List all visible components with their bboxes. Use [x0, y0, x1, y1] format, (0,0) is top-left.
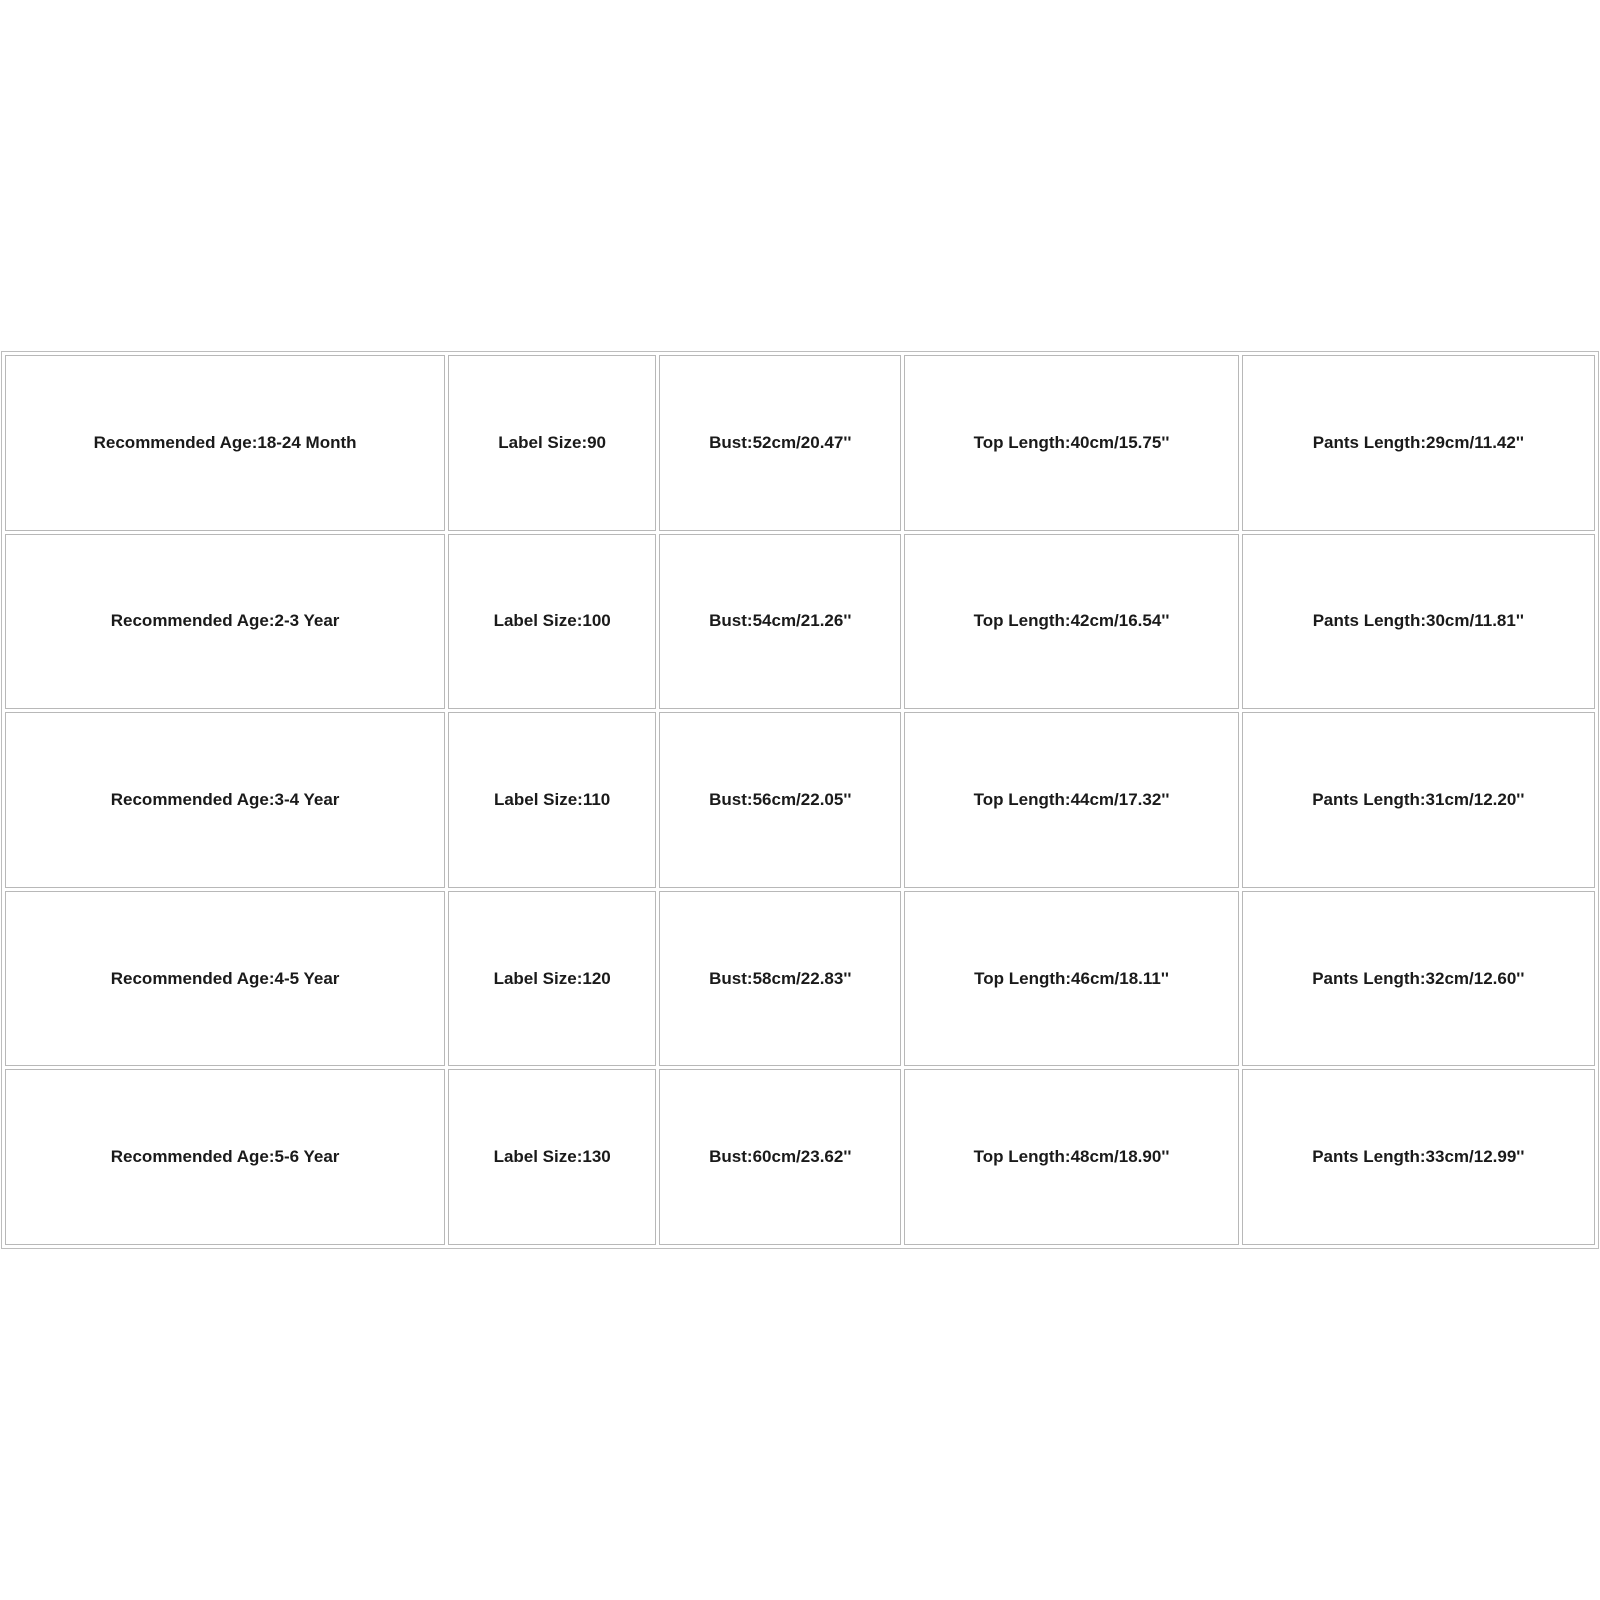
size-chart-table — [1, 351, 1599, 1249]
pants-length-cell: Pants Length:32cm/12.60'' — [1242, 891, 1595, 1067]
bust-cell: Bust:56cm/22.05'' — [659, 712, 901, 888]
bust-cell: Bust:52cm/20.47'' — [659, 355, 901, 531]
table-row — [5, 712, 1595, 888]
pants-length-cell: Pants Length:30cm/11.81'' — [1242, 534, 1595, 710]
top-length-cell: Top Length:42cm/16.54'' — [904, 534, 1238, 710]
label-size-cell: Label Size:130 — [448, 1069, 656, 1245]
recommended-age-cell: Recommended Age:4-5 Year — [5, 891, 445, 1067]
recommended-age-cell: Recommended Age:18-24 Month — [5, 355, 445, 531]
recommended-age-cell: Recommended Age:2-3 Year — [5, 534, 445, 710]
label-size-cell: Label Size:110 — [448, 712, 656, 888]
label-size-cell: Label Size:90 — [448, 355, 656, 531]
bust-cell: Bust:60cm/23.62'' — [659, 1069, 901, 1245]
table-row — [5, 1069, 1595, 1245]
bust-cell: Bust:54cm/21.26'' — [659, 534, 901, 710]
recommended-age-cell: Recommended Age:5-6 Year — [5, 1069, 445, 1245]
pants-length-cell: Pants Length:29cm/11.42'' — [1242, 355, 1595, 531]
table-row — [5, 355, 1595, 531]
table-row — [5, 891, 1595, 1067]
label-size-cell: Label Size:100 — [448, 534, 656, 710]
top-length-cell: Top Length:46cm/18.11'' — [904, 891, 1238, 1067]
top-length-cell: Top Length:44cm/17.32'' — [904, 712, 1238, 888]
recommended-age-cell: Recommended Age:3-4 Year — [5, 712, 445, 888]
label-size-cell: Label Size:120 — [448, 891, 656, 1067]
table-row — [5, 534, 1595, 710]
bust-cell: Bust:58cm/22.83'' — [659, 891, 901, 1067]
pants-length-cell: Pants Length:33cm/12.99'' — [1242, 1069, 1595, 1245]
top-length-cell: Top Length:48cm/18.90'' — [904, 1069, 1238, 1245]
pants-length-cell: Pants Length:31cm/12.20'' — [1242, 712, 1595, 888]
top-length-cell: Top Length:40cm/15.75'' — [904, 355, 1238, 531]
